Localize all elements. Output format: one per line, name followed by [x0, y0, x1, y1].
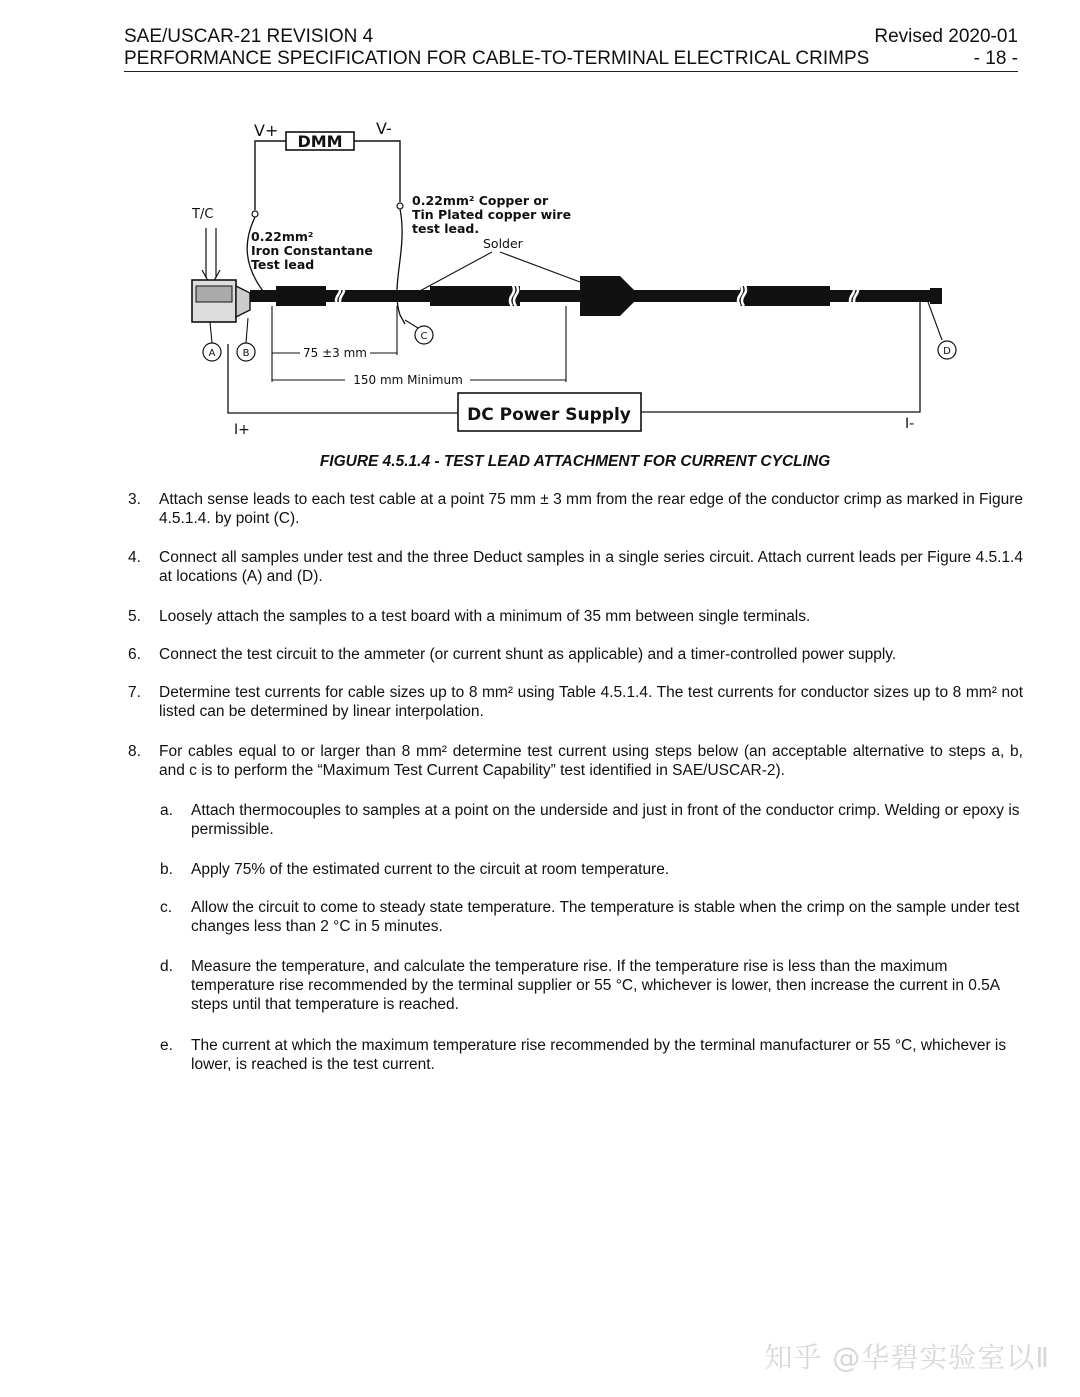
step-text: Attach sense leads to each test cable at a point 75 mm ± 3 mm from the rear edge of the conductor crimp as marked in Figure 4.5.1.4. by point (C).: [159, 491, 1023, 527]
splice: [580, 276, 640, 316]
v-minus-label: V-: [376, 119, 392, 138]
substep-text: Allow the circuit to come to steady state temperature. The temperature is stable when the crimp on the sample under test changes less than 2 °C in 5 minutes.: [191, 899, 1020, 935]
page-number: - 18 -: [973, 48, 1018, 69]
i-minus-label: I-: [905, 416, 915, 432]
copper-lead-label-3: test lead.: [412, 221, 480, 236]
diagram-svg: [180, 110, 980, 440]
substep-letter: c.: [160, 899, 173, 916]
v-plus-clip: [252, 211, 258, 217]
v-plus-wire: [255, 141, 286, 210]
revision-date: Revised 2020-01: [874, 26, 1018, 47]
step-5: [128, 607, 1023, 626]
substep-text: Measure the temperature, and calculate the temperature rise. If the temperature rise is less than the maximum temperature rise recommended by the terminal supplier or 55 °C, whichever is lower, then increase the current in 0.5A steps until that temperature is reached.: [191, 958, 1000, 1013]
tc-label: T/C: [192, 207, 214, 222]
substep-d: [160, 957, 1023, 1014]
point-b-label: B: [242, 348, 250, 359]
point-d-label: D: [943, 346, 951, 357]
i-plus-label: I+: [234, 422, 250, 438]
doc-title: PERFORMANCE SPECIFICATION FOR CABLE-TO-TERMINAL ELECTRICAL CRIMPS: [124, 48, 870, 69]
iron-lead-label-2: Iron Constantane: [251, 243, 373, 258]
v-minus-wire: [354, 141, 400, 202]
v-minus-clip: [397, 203, 403, 209]
step-8: [128, 742, 1023, 780]
substep-letter: b.: [160, 861, 173, 878]
solder-label: Solder: [483, 236, 523, 251]
watermark: 知乎 @华碧实验室以Ⅱ: [764, 1341, 1050, 1374]
step-number: 8.: [128, 743, 141, 760]
dim-150-label: 150 mm Minimum: [353, 373, 463, 387]
substep-letter: a.: [160, 802, 173, 819]
step-text: For cables equal to or larger than 8 mm² determine test current using steps below (an acceptable alternative to steps a, b, and c is to perform the “Maximum Test Current Capability” test identified in SAE/USCAR-2).: [159, 743, 1023, 779]
step-number: 6.: [128, 646, 141, 663]
copper-lead-wire: [397, 209, 405, 324]
iron-lead-label-3: Test lead: [251, 257, 315, 272]
figure-caption: FIGURE 4.5.1.4 - TEST LEAD ATTACHMENT FOR CURRENT CYCLING: [319, 453, 831, 470]
substep-a: [160, 801, 1023, 839]
step-7: [128, 683, 1023, 721]
step-text: Determine test currents for cable sizes up to 8 mm² using Table 4.5.1.4. The test currents for conductor sizes up to 8 mm² not listed can be determined by linear interpolation.: [159, 684, 1023, 720]
step-text: Connect all samples under test and the three Deduct samples in a single series circuit. Attach current leads per Figure 4.5.1.4 at locations (A) and (D).: [159, 549, 1023, 585]
point-c-label: C: [420, 331, 428, 342]
iron-lead-label-1: 0.22mm²: [251, 229, 314, 244]
v-plus-label: V+: [254, 121, 279, 140]
substep-text: The current at which the maximum temperature rise recommended by the terminal manufacturer or 55 °C, whichever is lower, is reached is the test current.: [191, 1037, 1007, 1073]
step-number: 5.: [128, 608, 141, 625]
copper-lead-label-2: Tin Plated copper wire: [412, 207, 572, 222]
step-text: Connect the test circuit to the ammeter (or current shunt as applicable) and a timer-controlled power supply.: [159, 646, 897, 663]
doc-id: SAE/USCAR-21 REVISION 4: [124, 26, 374, 47]
dim-75-label: 75 ±3 mm: [303, 346, 367, 360]
dmm-label: DMM: [297, 132, 343, 151]
step-number: 4.: [128, 549, 141, 566]
point-a-label: A: [208, 348, 216, 359]
step-number: 3.: [128, 491, 141, 508]
i-minus-wire: [641, 302, 920, 412]
substep-b: [160, 860, 1023, 879]
test-lead-diagram: [180, 110, 980, 440]
copper-lead-label-1: 0.22mm² Copper or: [412, 193, 549, 208]
step-3: [128, 490, 1023, 528]
substep-text: Attach thermocouples to samples at a point on the underside and just in front of the conductor crimp. Welding or epoxy is permissible.: [191, 802, 1020, 838]
substep-letter: e.: [160, 1037, 173, 1054]
substep-text: Apply 75% of the estimated current to the circuit at room temperature.: [191, 861, 670, 878]
header-row-1: [124, 26, 1018, 48]
step-4: [128, 548, 1023, 586]
dc-power-supply-label: DC Power Supply: [467, 405, 631, 425]
step-number: 7.: [128, 684, 141, 701]
header-row-2: [124, 48, 1018, 72]
substep-e: [160, 1036, 1023, 1074]
step-6: [128, 645, 1023, 664]
substep-letter: d.: [160, 958, 173, 975]
step-text: Loosely attach the samples to a test board with a minimum of 35 mm between single terminals.: [159, 608, 811, 625]
substep-c: [160, 898, 1023, 936]
